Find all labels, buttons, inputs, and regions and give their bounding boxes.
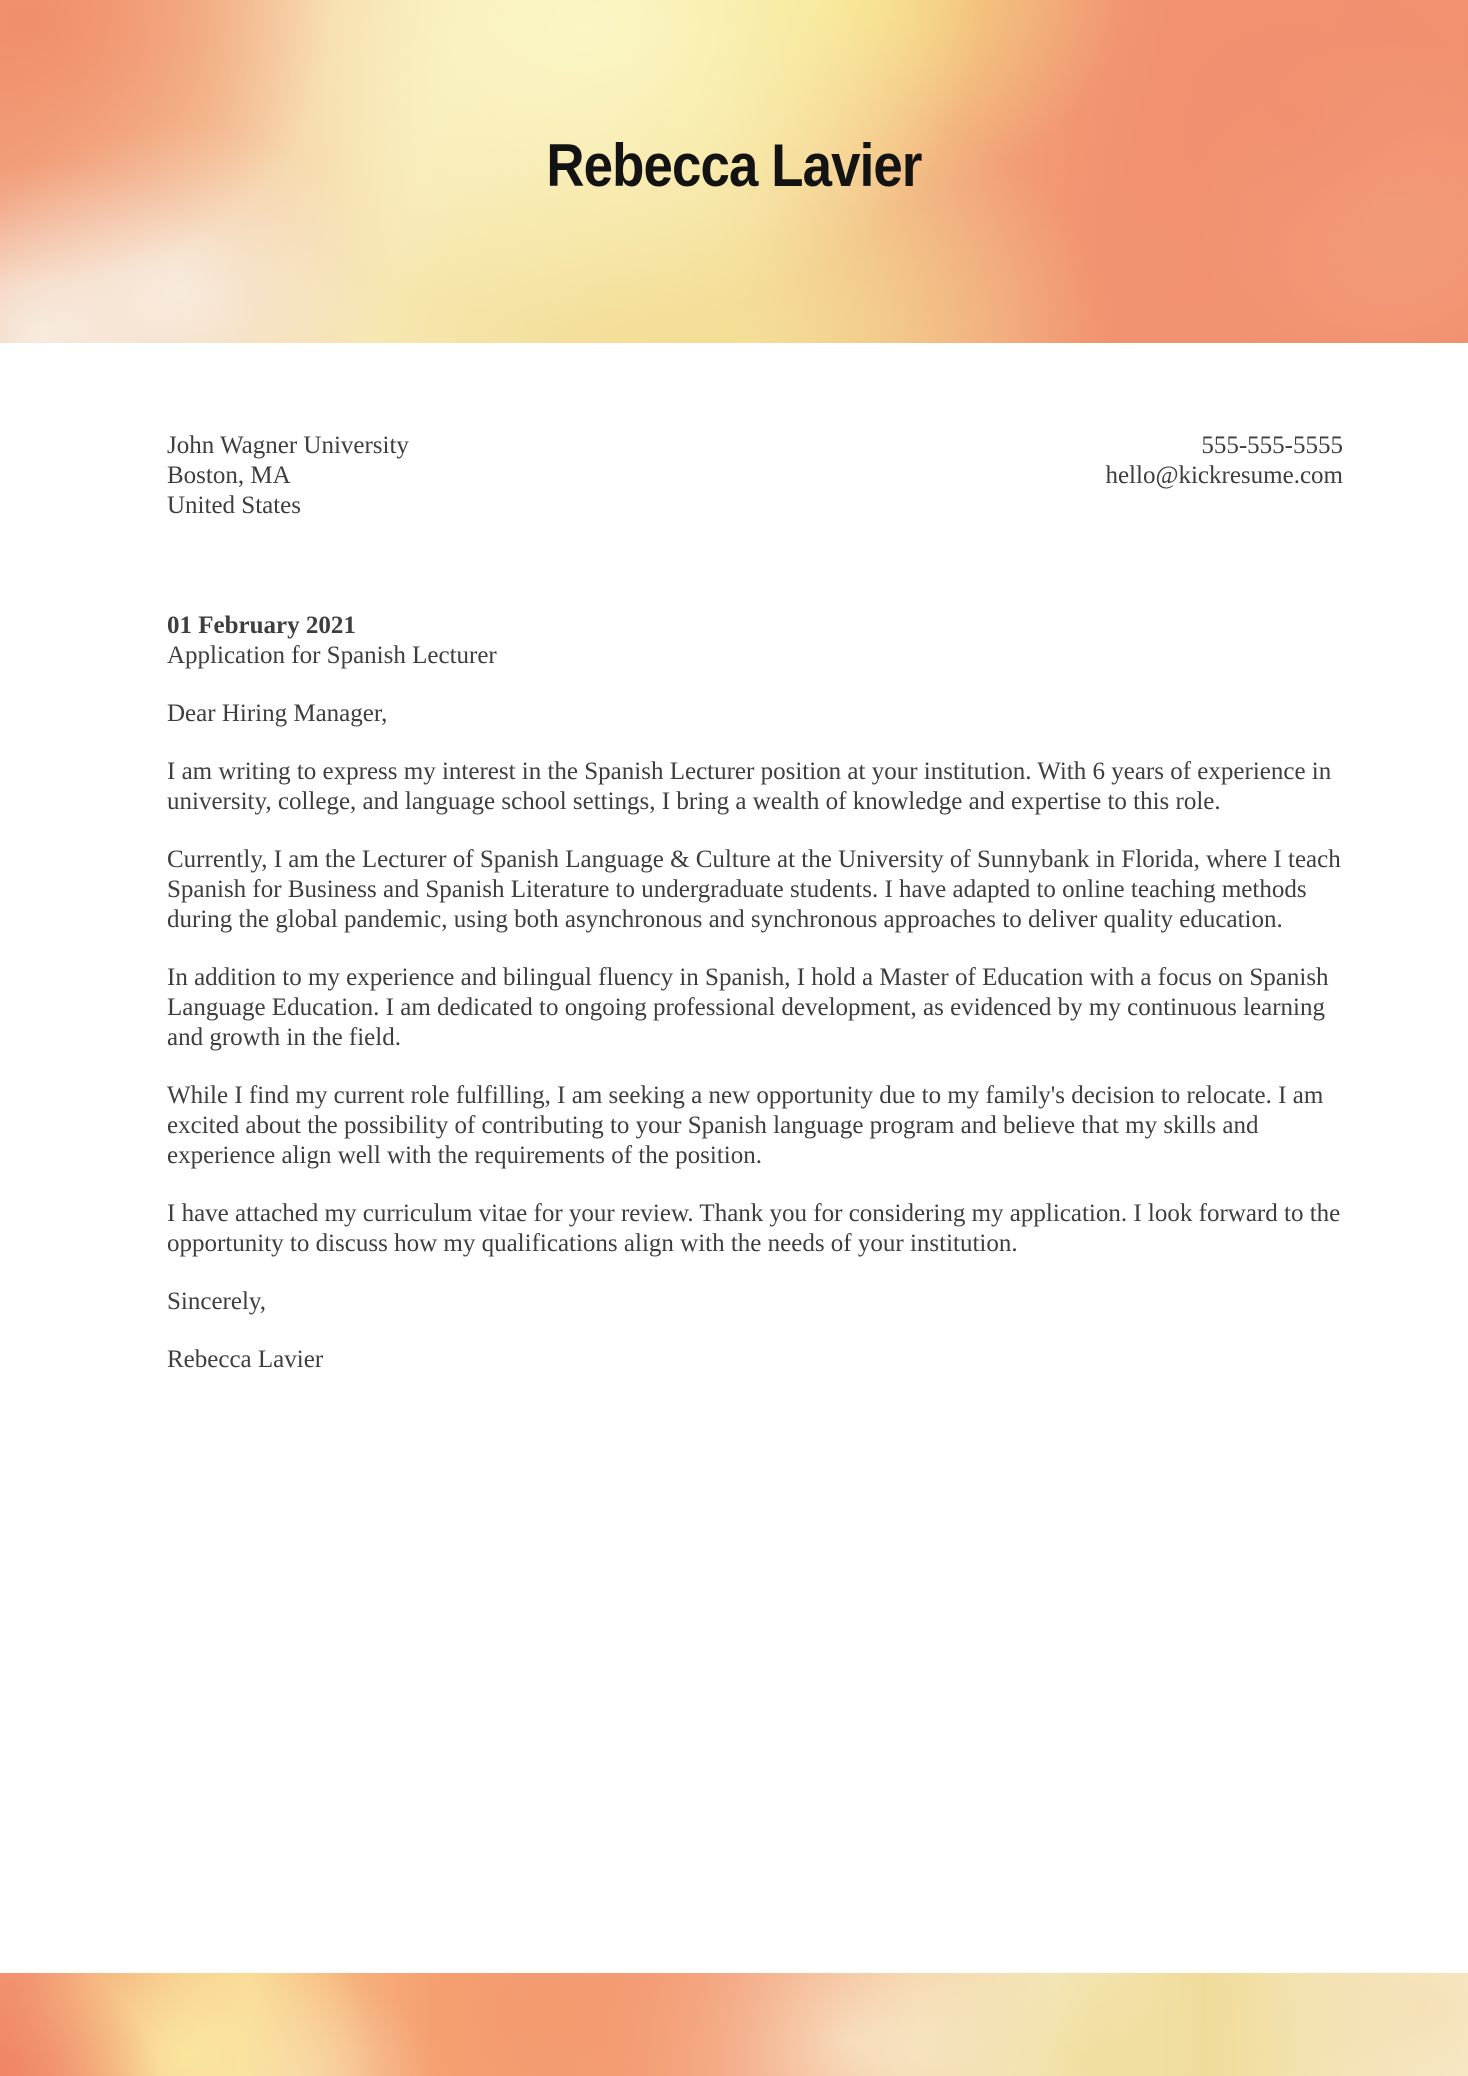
body-paragraph-4: While I find my current role fulfilling, I am seeking a new opportunity due to my family's decision to relocate. I am excited about the possibility of contributing to your Spanish language program and believe that my skills and experience align well with the requirements of the position. [167,1082,1324,1169]
letter-subject: Application for Spanish Lecturer [167,642,497,669]
person-name: Rebecca Lavier [546,132,922,199]
letter-content [0,431,1468,1375]
salutation: Dear Hiring Manager, [167,700,388,727]
sender-contact [1105,431,1343,491]
signature-name: Rebecca Lavier [167,1346,324,1373]
recipient-city: Boston, MA [167,462,291,489]
letter-date: 01 February 2021 [167,612,356,639]
header-band [0,0,1468,343]
recipient-country: United States [167,492,302,519]
recipient-address [167,431,409,521]
recipient-institution: John Wagner University [167,432,409,459]
closing: Sincerely, [167,1288,267,1315]
contact-row [167,431,1343,521]
email-address: hello@kickresume.com [1105,462,1343,489]
letter-head [167,611,1343,671]
body-paragraph-1: I am writing to express my interest in the Spanish Lecturer position at your institution. With 6 years of experience in university, college, and language school settings, I bring a wealth of knowledge and expertise to this role. [167,758,1332,815]
body-paragraph-5: I have attached my curriculum vitae for your review. Thank you for considering my application. I look forward to the opportunity to discuss how my qualifications align with the needs of your institution. [167,1200,1341,1257]
body-paragraph-3: In addition to my experience and bilingual fluency in Spanish, I hold a Master of Education with a focus on Spanish Language Education. I am dedicated to ongoing professional development, as evidenced by my continuous learning and growth in the field. [167,964,1329,1051]
phone-number: 555-555-5555 [1201,432,1343,459]
footer-band [0,1973,1468,2076]
body-paragraph-2: Currently, I am the Lecturer of Spanish Language & Culture at the University of Sunnybank in Florida, where I teach Spanish for Business and Spanish Literature to undergraduate students. I have adapted to online teaching methods during the global pandemic, using both asynchronous and synchronous approaches to deliver quality education. [167,846,1341,933]
